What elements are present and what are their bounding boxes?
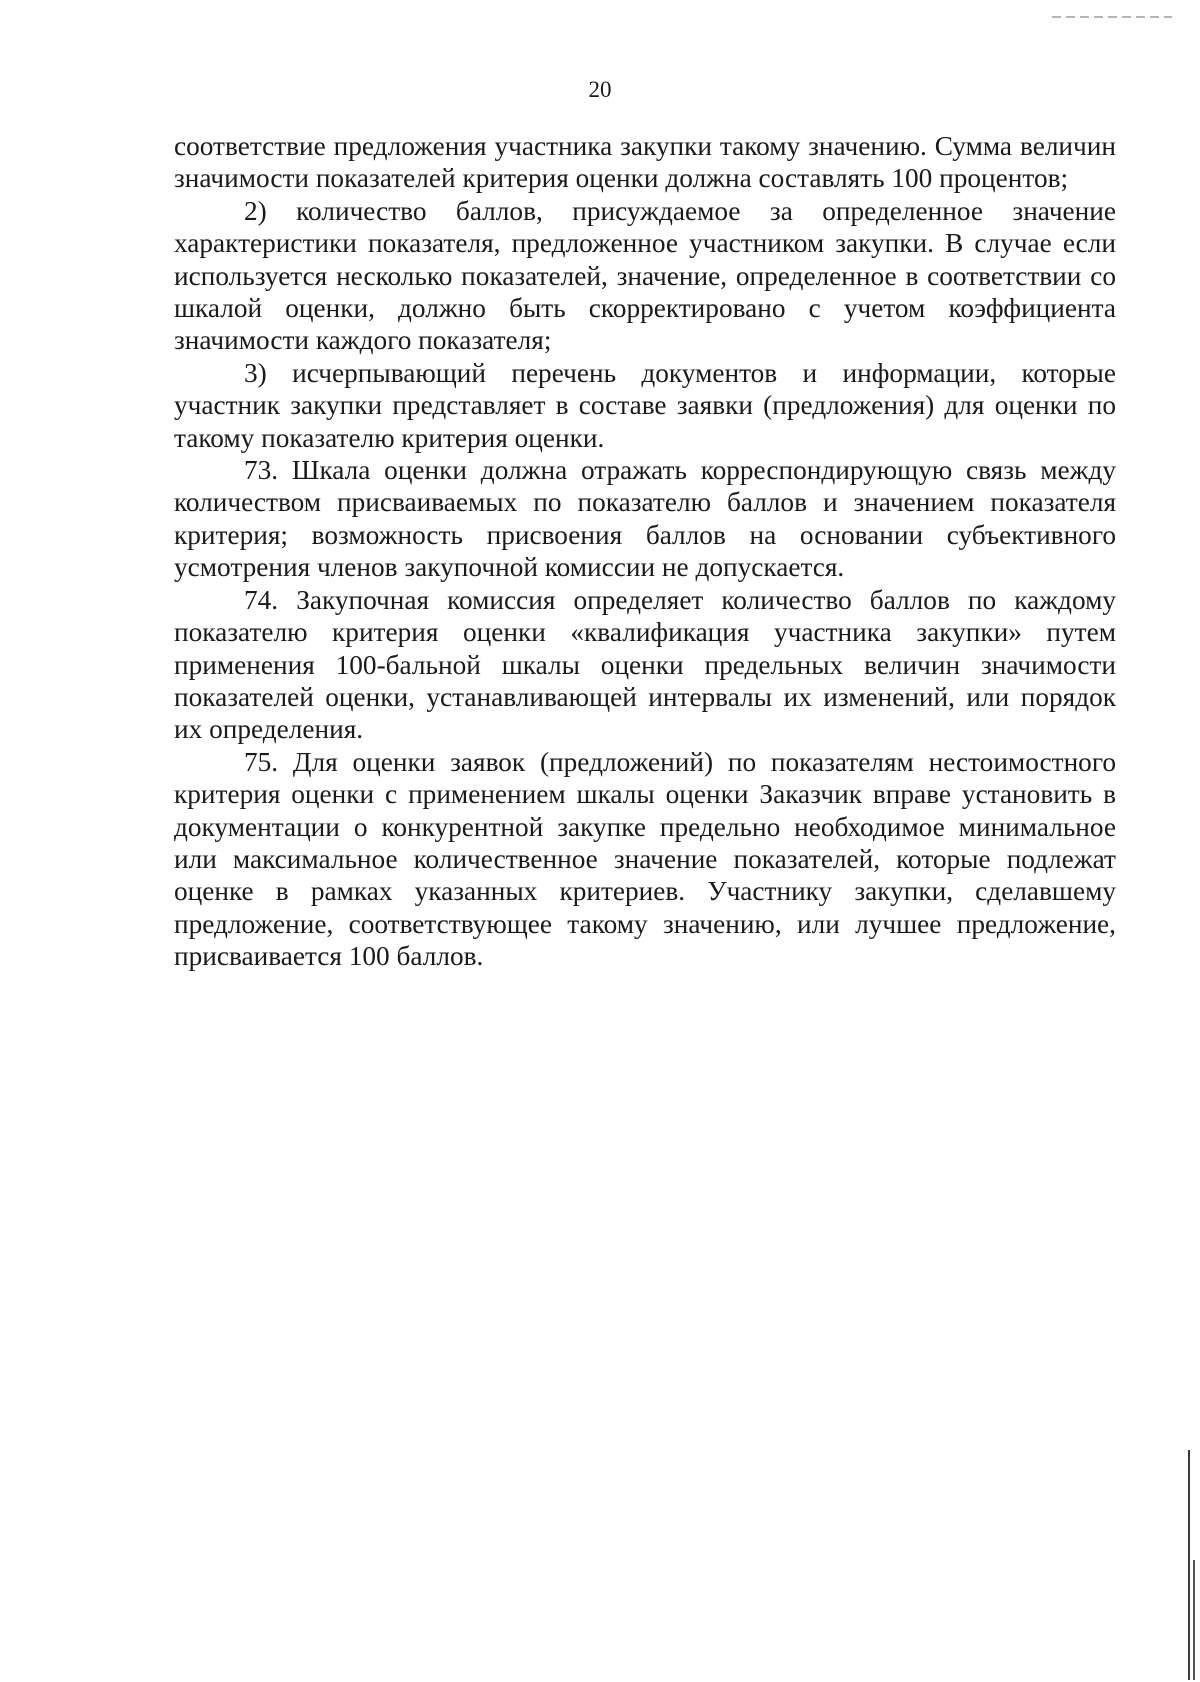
scan-artifact-top [1052,16,1172,18]
paragraph-item-2: 2) количество баллов, присуждаемое за определенное значение характеристики показателя, предложенное участником закупки. В случае если используется несколько показателей, значение, определенное в соответствии со шкалой оценки, должно быть скорректировано с учетом коэффициента значимости каждого показателя; [174,195,1116,356]
paragraph-73: 73. Шкала оценки должна отражать корреспондирующую связь между количеством присваиваемых по показателю баллов и значением показателя критерия; возможность присвоения баллов на основании субъективного усмотрения членов закупочной комиссии не допускается. [174,455,1116,583]
document-body [174,130,1116,973]
paragraph-item-3: 3) исчерпывающий перечень документов и информации, которые участник закупки представляет в составе заявки (предложения) для оценки по такому показателю критерия оценки. [174,357,1116,453]
paragraph-74: 74. Закупочная комиссия определяет количество баллов по каждому показателю критерия оценки «квалификация участника закупки» путем применения 100-бальной шкалы оценки предельных величин значимости показателей оценки, устанавливающей интервалы их изменений, или порядок их определения. [174,584,1116,745]
scan-artifact-edge [1188,1450,1190,1680]
page-number: 20 [588,77,612,102]
paragraph-75: 75. Для оценки заявок (предложений) по показателям нестоимостного критерия оценки с применением шкалы оценки Заказчик вправе установить в документации о конкурентной закупке предельно необходимое минимальное или максимальное количественное значение показателей, которые подлежат оценке в рамках указанных критериев. Участнику закупки, сделавшему предложение, соответствующее такому значению, или лучшее предложение, присваивается 100 баллов. [174,746,1116,972]
scan-artifact-edge-secondary [1193,1560,1195,1680]
paragraph-continuation: соответствие предложения участника закупки такому значению. Сумма величин значимости показателей критерия оценки должна составлять 100 процентов; [174,131,1116,194]
